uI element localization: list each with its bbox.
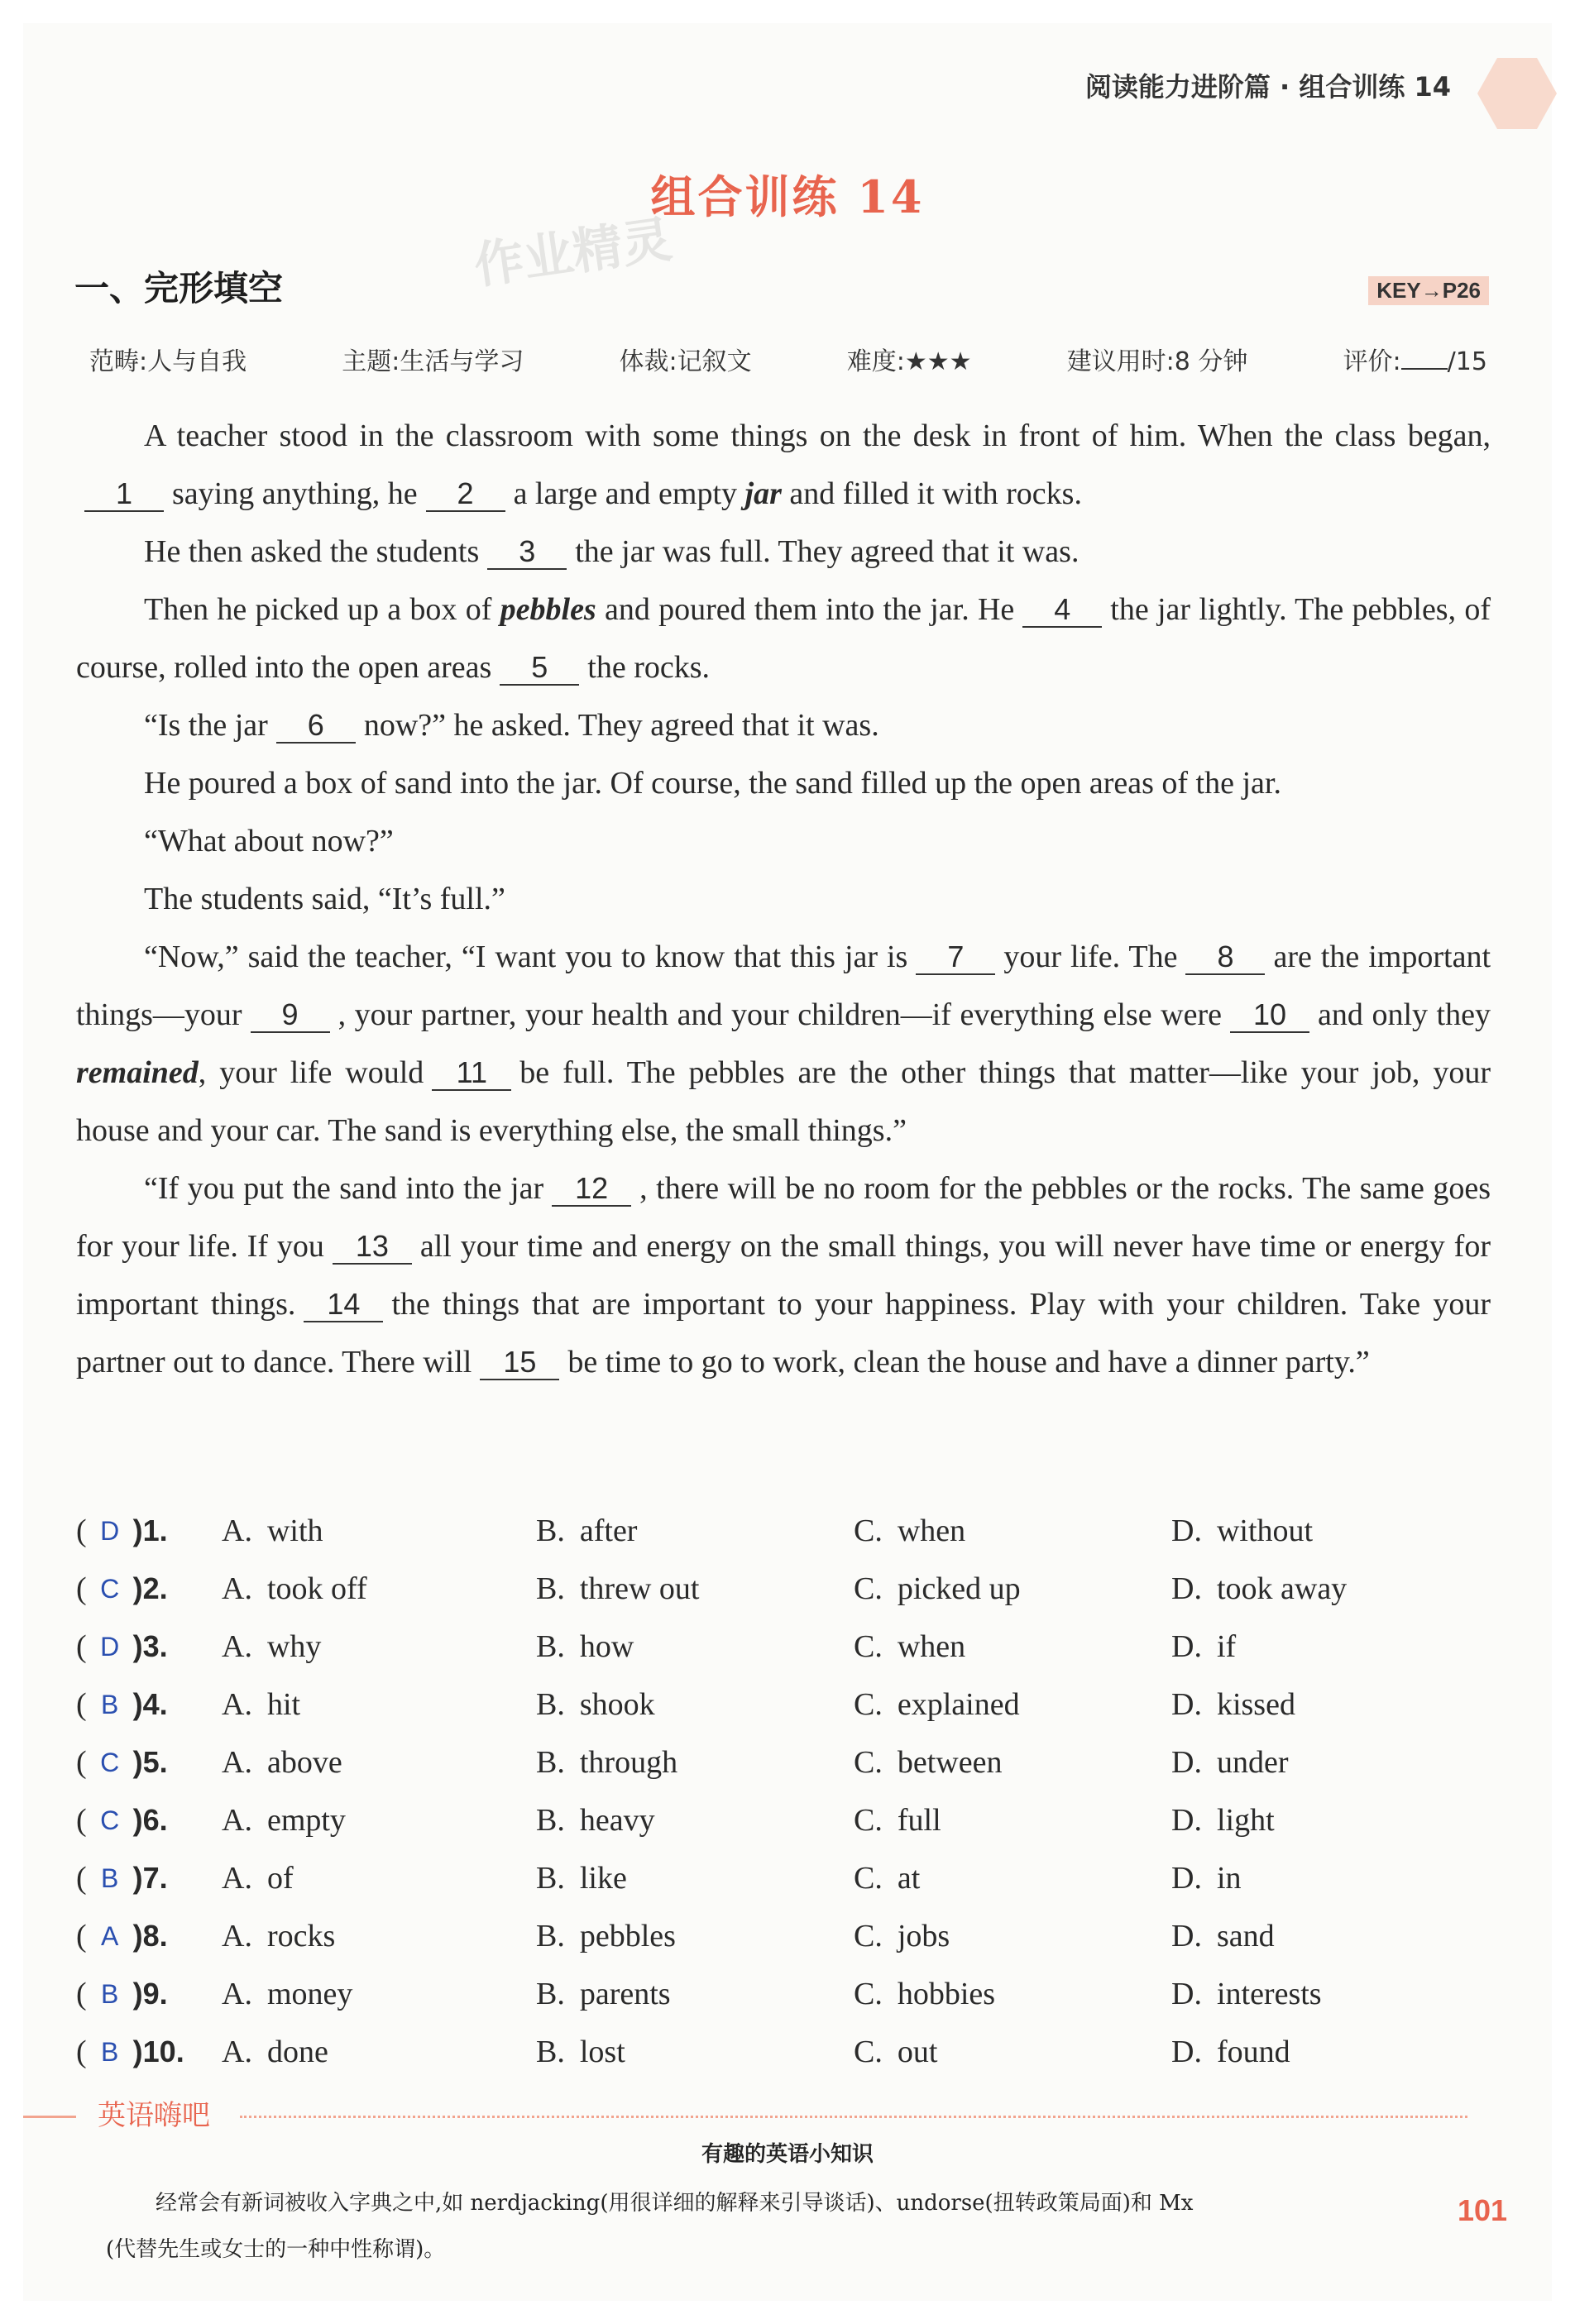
selected-answer[interactable]: D [100,1631,120,1662]
option-d[interactable]: D. in [1171,1861,1242,1896]
question-row [76,1791,1491,1849]
answer-bracket: ( D )3. [76,1629,168,1664]
answer-bracket: ( D )1. [76,1513,168,1548]
option-c[interactable]: C. when [854,1513,966,1548]
option-b[interactable]: B. like [536,1861,627,1896]
question-number: )2. [132,1571,168,1605]
answer-bracket: ( C )2. [76,1571,168,1606]
selected-answer[interactable]: C [100,1805,120,1835]
option-c[interactable]: C. hobbies [854,1977,996,2011]
option-c[interactable]: C. between [854,1745,1003,1780]
option-b[interactable]: B. pebbles [536,1919,676,1953]
option-b[interactable]: B. how [536,1629,634,1664]
meta-difficulty: 难度:★★★ [846,347,972,376]
option-c[interactable]: C. at [854,1861,921,1896]
option-d[interactable]: D. took away [1171,1571,1348,1606]
meta-category: 范畴:人与自我 [89,347,247,376]
option-d[interactable]: D. found [1171,2035,1290,2069]
option-d[interactable]: D. light [1171,1803,1275,1838]
blank-15[interactable]: 15 [480,1346,559,1380]
blank-6[interactable]: 6 [276,709,356,744]
fun-fact-title: 有趣的英语小知识 [701,2142,874,2167]
option-a[interactable]: A. money [222,1977,353,2011]
meta-theme: 主题:生活与学习 [342,347,524,376]
cloze-passage [76,407,1491,1391]
watermark: 作业精灵 [470,210,676,296]
question-number: )10. [132,2035,184,2068]
page-title: 组合训练 14 [650,170,925,223]
meta-genre: 体裁:记叙文 [619,347,752,376]
option-d[interactable]: D. interests [1171,1977,1322,2011]
question-row [76,1849,1491,1907]
option-a[interactable]: A. done [222,2035,328,2069]
question-number: )8. [132,1919,168,1953]
footer-rule [240,2116,1467,2118]
blank-3[interactable]: 3 [487,535,567,570]
option-c[interactable]: C. out [854,2035,938,2069]
blank-5[interactable]: 5 [500,651,579,686]
blank-4[interactable]: 4 [1022,593,1102,628]
option-a[interactable]: A. took off [222,1571,367,1606]
option-b[interactable]: B. after [536,1513,638,1548]
option-d[interactable]: D. kissed [1171,1687,1295,1722]
question-number: )3. [132,1629,168,1663]
paragraph-2: He then asked the students 3 the jar was full. They agreed that it was. [144,534,1080,569]
option-b[interactable]: B. shook [536,1687,655,1722]
paragraph-4: “Is the jar 6 now?” he asked. They agreed that it was. [144,708,879,743]
question-row [76,1733,1491,1791]
selected-answer[interactable]: D [100,1515,120,1546]
page-number: 101 [1458,2193,1508,2227]
answer-bracket: ( B )7. [76,1861,168,1896]
selected-answer[interactable]: B [100,1689,119,1719]
blank-14[interactable]: 14 [304,1288,383,1322]
answer-bracket: ( C )6. [76,1803,168,1838]
option-c[interactable]: C. explained [854,1687,1020,1722]
blank-7[interactable]: 7 [916,940,995,975]
blank-10[interactable]: 10 [1230,998,1309,1033]
blank-1[interactable]: 1 [84,477,164,512]
question-row [76,1907,1491,1965]
selected-answer[interactable]: B [100,2036,119,2067]
question-row [76,1502,1491,1560]
option-a[interactable]: A. of [222,1861,294,1896]
question-number: )9. [132,1977,168,2011]
score-blank[interactable] [1401,347,1448,370]
answer-bracket: ( B )4. [76,1687,168,1722]
blank-12[interactable]: 12 [552,1172,631,1207]
meta-score: 评价: /15 [1343,347,1487,376]
paragraph-1: A teacher stood in the classroom with some things on the desk in front of him. When the class began,1 saying anything, he 2 a large and empty jar and filled it with rocks. [76,407,1491,523]
option-a[interactable]: A. above [222,1745,342,1780]
answer-bracket: ( B )9. [76,1977,168,2011]
selected-answer[interactable]: B [100,1978,119,2009]
question-row [76,2023,1491,2081]
paragraph-3: Then he picked up a box of pebbles and poured them into the jar. He 4 the jar lightly. The pebbles, of course, rolled into the open areas 5 the rocks. [76,592,1491,685]
paragraph-5: He poured a box of sand into the jar. Of course, the sand filled up the open areas of the jar. [144,766,1281,801]
footer-rule-left [23,2116,76,2118]
question-number: )1. [132,1513,168,1547]
option-c[interactable]: C. when [854,1629,966,1664]
blank-13[interactable]: 13 [333,1230,412,1265]
answer-bracket: ( B )10. [76,2035,184,2069]
option-d[interactable]: D. if [1171,1629,1237,1664]
blank-2[interactable]: 2 [426,477,505,512]
option-a[interactable]: A. empty [222,1803,346,1838]
option-a[interactable]: A. rocks [222,1919,336,1953]
blank-8[interactable]: 8 [1185,940,1265,975]
option-b[interactable]: B. heavy [536,1803,655,1838]
blank-9[interactable]: 9 [251,998,330,1033]
answer-bracket: ( C )5. [76,1745,168,1780]
answer-bracket: ( A )8. [76,1919,168,1953]
fun-fact-text: 经常会有新词被收入字典之中,如 nerdjacking(用很详细的解释来引导谈话)、undorse(扭转政策局面)和 Mx (代替先生或女士的一种中性称谓)。 [106,2191,1194,2262]
question-row [76,1965,1491,2023]
paragraph-9: “If you put the sand into the jar 12 , there will be no room for the pebbles or the rocks. The same goes for your life. If you 13 all your time and energy on the small things, you will never have time or energy for important things. 14 the things that are important to your happiness. Play with your children. Take your partner out to dance. There will 15 be time to go to work, clean the house and have a dinner party.” [76,1171,1491,1380]
question-row [76,1560,1491,1618]
option-c[interactable]: C. jobs [854,1919,950,1953]
selected-answer[interactable]: B [100,1863,119,1893]
option-d[interactable]: D. under [1171,1745,1289,1780]
paragraph-8: “Now,” said the teacher, “I want you to know that this jar is 7 your life. The 8 are the important things—your 9 , your partner, your health and your children—if everything else were 10 and only they remained, your life would 11 be full. The pebbles are the other things that matter—like your job, your house and your car. The sand is everything else, the small things.” [76,940,1491,1148]
option-b[interactable]: B. threw out [536,1571,700,1606]
blank-11[interactable]: 11 [432,1056,511,1091]
question-list [76,1502,1491,2081]
footer-label: 英语嗨吧 [98,2099,210,2132]
paragraph-7: The students said, “It’s full.” [144,882,505,916]
question-number: )7. [132,1861,168,1895]
question-number: )5. [132,1745,168,1779]
question-row [76,1618,1491,1676]
question-number: )4. [132,1687,168,1721]
selected-answer[interactable]: C [100,1573,120,1604]
option-b[interactable]: B. parents [536,1977,671,2011]
option-c[interactable]: C. full [854,1803,941,1838]
meta-time: 建议用时:8 分钟 [1066,347,1248,376]
option-c[interactable]: C. picked up [854,1571,1021,1606]
answer-key-link[interactable]: KEY→P26 [1368,276,1489,305]
section-heading: 一、完形填空 [74,268,284,308]
option-b[interactable]: B. lost [536,2035,625,2069]
running-header: 阅读能力进阶篇 · 组合训练 14 [1084,71,1451,103]
exercise-meta [89,341,1487,377]
option-d[interactable]: D. sand [1171,1919,1275,1953]
option-d[interactable]: D. without [1171,1513,1314,1548]
paragraph-6: “What about now?” [144,824,394,858]
question-number: )6. [132,1803,168,1837]
selected-answer[interactable]: C [100,1747,120,1777]
option-b[interactable]: B. through [536,1745,678,1780]
option-a[interactable]: A. with [222,1513,323,1548]
option-a[interactable]: A. hit [222,1687,301,1722]
selected-answer[interactable]: A [100,1920,119,1951]
question-row [76,1676,1491,1733]
option-a[interactable]: A. why [222,1629,322,1664]
